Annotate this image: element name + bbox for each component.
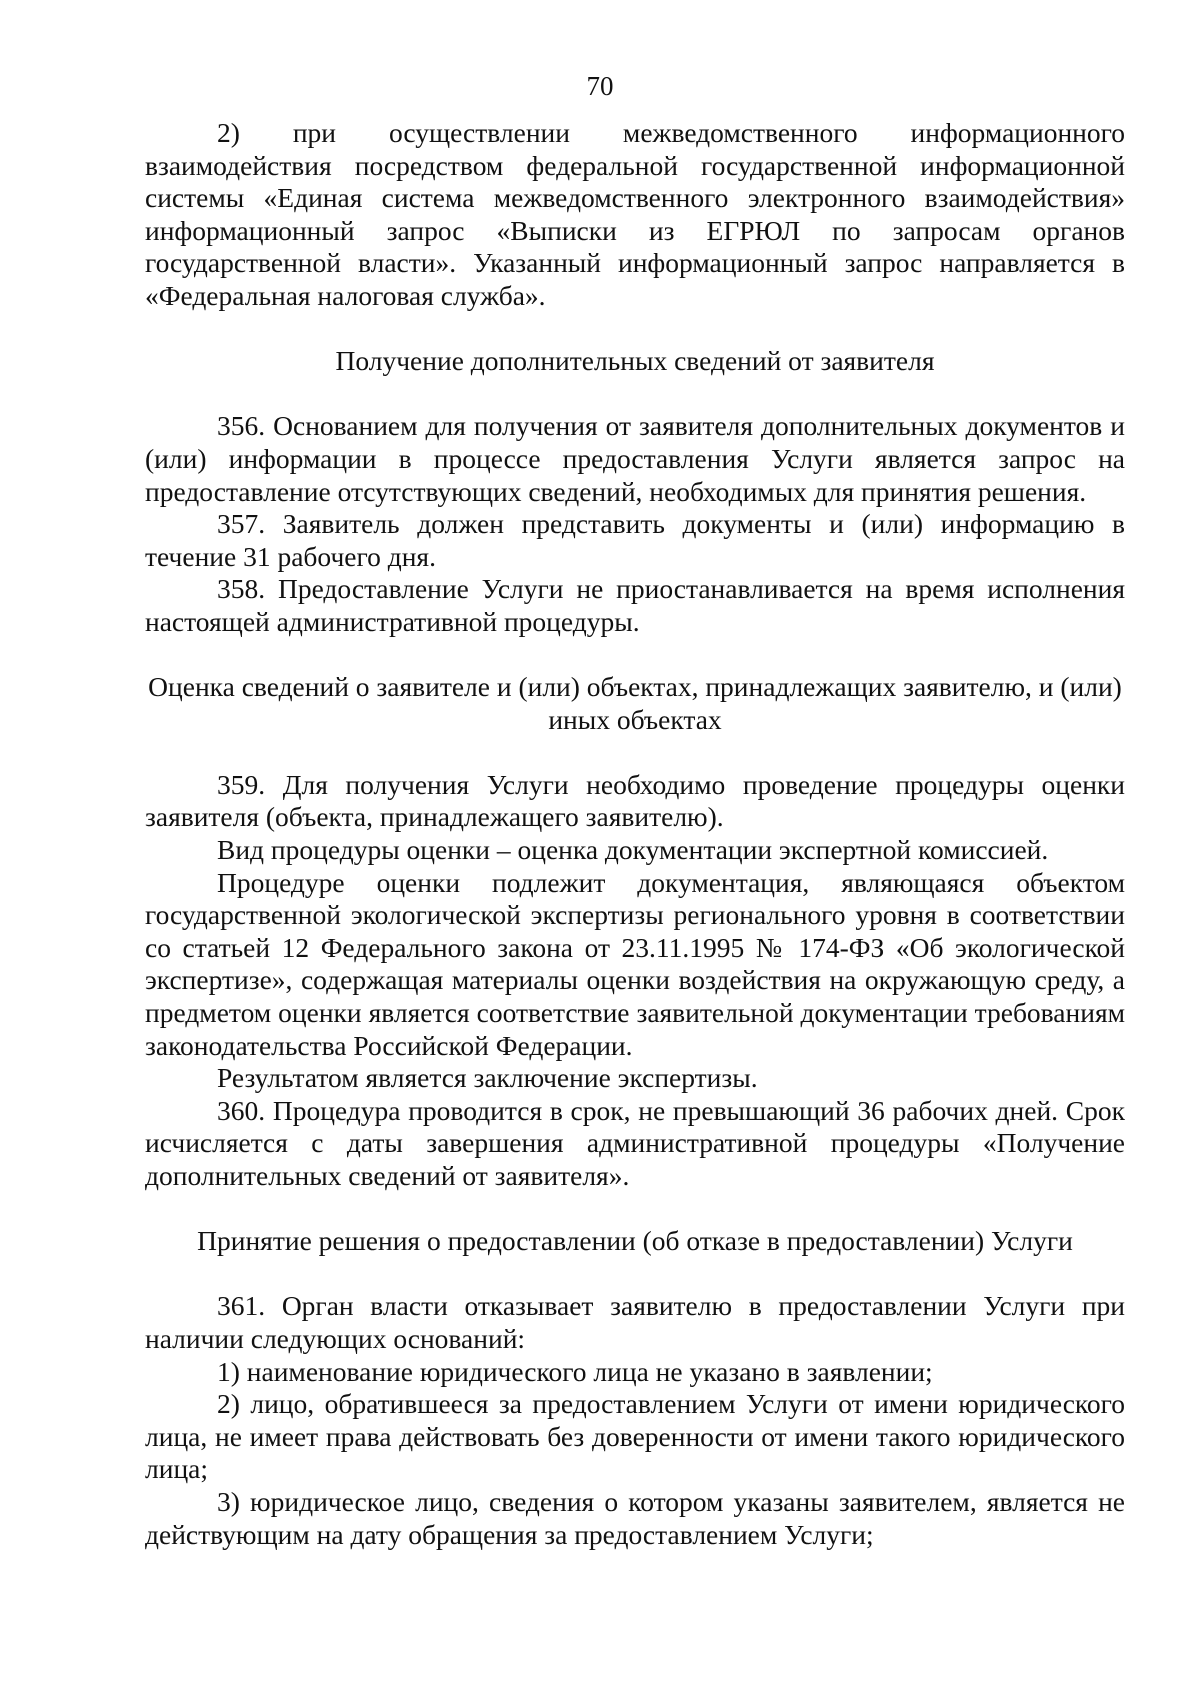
section-heading-decision: Принятие решения о предоставлении (об отказе в предоставлении) Услуги	[197, 1225, 1073, 1257]
spacer	[145, 639, 1125, 672]
section-heading-additional-info: Получение дополнительных сведений от заявителя	[335, 345, 935, 377]
document-body	[145, 117, 1125, 1551]
list-item-refusal-3: 3) юридическое лицо, сведения о котором указаны заявителем, является не действующим на дату обращения за предоставлением Услуги;	[145, 1485, 1125, 1550]
page-number: 70	[586, 71, 614, 101]
list-item-refusal-1: 1) наименование юридического лица не указано в заявлении;	[217, 1355, 933, 1387]
spacer	[145, 736, 1125, 769]
spacer	[145, 378, 1125, 411]
paragraph-assessment-type: Вид процедуры оценки – оценка документации экспертной комиссией.	[217, 834, 1049, 866]
spacer	[145, 1193, 1125, 1226]
paragraph-360: 360. Процедура проводится в срок, не превышающий 36 рабочих дней. Срок исчисляется с даты завершения административной процедуры «Получение дополнительных сведений от заявителя».	[145, 1094, 1125, 1191]
paragraph-358: 358. Предоставление Услуги не приостанавливается на время исполнения настоящей административной процедуры.	[145, 573, 1125, 637]
paragraph-interagency-request: 2) при осуществлении межведомственного информационного взаимодействия посредством федеральной государственной информационной системы «Единая система межведомственного электронного взаимодействия» информационный запрос «Выписки из ЕГРЮЛ по запросам органов государственной власти». Указанный информационный запрос направляется в «Федеральная налоговая служба».	[145, 117, 1125, 311]
paragraph-357: 357. Заявитель должен представить документы и (или) информацию в течение 31 рабочего дня.	[145, 508, 1125, 572]
paragraph-356: 356. Основанием для получения от заявителя дополнительных документов и (или) информации в процессе предоставления Услуги является запрос на предоставление отсутствующих сведений, необходимых для принятия решения.	[145, 410, 1125, 507]
spacer	[145, 313, 1125, 346]
paragraph-assessment-result: Результатом является заключение экспертизы.	[217, 1062, 758, 1094]
paragraph-359: 359. Для получения Услуги необходимо проведение процедуры оценки заявителя (объекта, принадлежащего заявителю).	[145, 768, 1125, 833]
paragraph-361: 361. Орган власти отказывает заявителю в предоставлении Услуги при наличии следующих оснований:	[145, 1290, 1125, 1354]
section-heading-assessment: Оценка сведений о заявителе и (или) объектах, принадлежащих заявителю, и (или) иных объектах	[148, 671, 1122, 735]
paragraph-assessment-subject: Процедуре оценки подлежит документация, являющаяся объектом государственной экологической экспертизы регионального уровня в соответствии со статьей 12 Федерального закона от 23.11.1995 № 174-ФЗ «Об экологической экспертизе», содержащая материалы оценки воздействия на окружающую среду, а предметом оценки является соответствие заявительной документации требованиям законодательства Российской Федерации.	[145, 866, 1125, 1061]
list-item-refusal-2: 2) лицо, обратившееся за предоставлением Услуги от имени юридического лица, не имеет права действовать без доверенности от имени такого юридического лица;	[145, 1388, 1125, 1485]
spacer	[145, 1258, 1125, 1291]
